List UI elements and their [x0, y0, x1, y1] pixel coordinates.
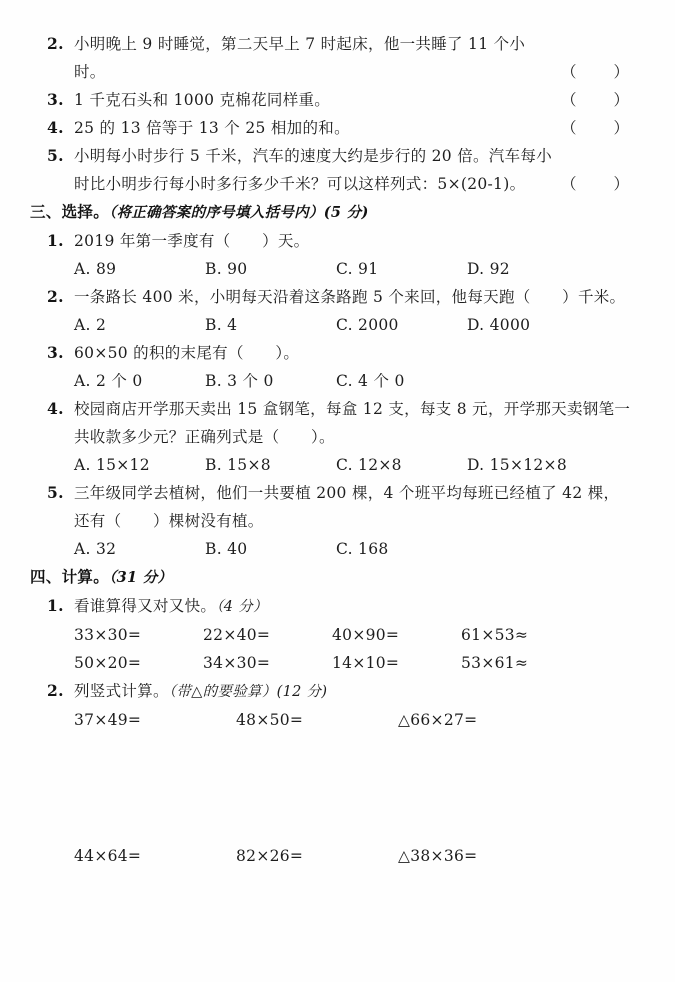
section-points: （31 分） — [109, 569, 173, 586]
item-number: 4. — [47, 118, 64, 137]
section-note: （将正确答案的序号填入括号内）(5 分) — [109, 204, 369, 221]
option-b: B. 4 — [205, 316, 238, 334]
option-b: B. 3 个 0 — [205, 372, 274, 390]
question-number: 2. — [47, 287, 64, 306]
section-title: 三、选择。 — [30, 202, 110, 221]
choice-options-2 — [74, 311, 631, 339]
question-number: 5. — [47, 483, 64, 502]
option-d: D. 92 — [467, 260, 510, 278]
oral-expression: 50×20= — [74, 654, 142, 672]
choice-question-1 — [30, 227, 631, 255]
question-text: 校园商店开学那天卖出 15 盒钢笔，每盒 12 支，每支 8 元，开学那天卖钢笔一共收款多少元？正确列式是（ ）。 — [74, 400, 631, 446]
option-b: B. 15×8 — [205, 456, 271, 474]
item-text: 1 千克石头和 1000 克棉花同样重。 — [74, 91, 331, 109]
question-number: 1. — [47, 231, 64, 250]
item-number: 3. — [47, 90, 64, 109]
oral-calc-row-1 — [74, 621, 631, 649]
written-expression: △38×36= — [398, 847, 478, 865]
truefalse-item-5 — [30, 142, 631, 198]
subsection-note: （带△的要验算）(12 分) — [168, 684, 328, 700]
option-a: A. 15×12 — [74, 456, 150, 474]
subsection-title — [74, 677, 631, 706]
subsection-number: 1. — [47, 596, 64, 615]
option-b: B. 40 — [205, 540, 248, 558]
item-text: 小明晚上 9 时睡觉，第二天早上 7 时起床，他一共睡了 11 个小时。 — [74, 35, 526, 81]
answer-bracket: （ ） — [560, 91, 631, 109]
written-expression: 44×64= — [74, 847, 142, 865]
written-expression: 82×26= — [236, 847, 304, 865]
subsection-title — [74, 592, 631, 621]
choice-options-5 — [74, 535, 631, 563]
option-d: D. 15×12×8 — [467, 456, 568, 474]
item-number: 2. — [47, 34, 64, 53]
written-expression: △66×27= — [398, 711, 478, 729]
calc-section — [30, 563, 631, 870]
oral-expression: 34×30= — [203, 654, 271, 672]
choice-question-5 — [30, 479, 631, 535]
question-text: 2019 年第一季度有（ ）天。 — [74, 232, 310, 250]
oral-expression: 61×53≈ — [461, 626, 529, 644]
oral-expression: 33×30= — [74, 626, 142, 644]
option-d: D. 4000 — [467, 316, 531, 334]
written-expression: 37×49= — [74, 711, 142, 729]
choice-options-1 — [74, 255, 631, 283]
calculation-workspace — [30, 734, 631, 842]
oral-calc-row-2 — [74, 649, 631, 677]
truefalse-item-4 — [30, 114, 631, 142]
option-a: A. 32 — [74, 540, 117, 558]
answer-bracket: （ ） — [560, 63, 631, 81]
subsection-points: （4 分） — [216, 599, 268, 615]
choice-section-heading — [30, 198, 631, 227]
answer-bracket: （ ） — [560, 175, 631, 193]
oral-expression: 14×10= — [332, 654, 400, 672]
option-b: B. 90 — [205, 260, 248, 278]
choice-question-4 — [30, 395, 631, 451]
choice-section — [30, 198, 631, 563]
choice-question-3 — [30, 339, 631, 367]
question-text: 60×50 的积的末尾有（ ）。 — [74, 344, 300, 362]
option-c: C. 91 — [336, 260, 379, 278]
truefalse-item-2 — [30, 30, 631, 86]
option-c: C. 168 — [336, 540, 389, 558]
option-a: A. 2 — [74, 316, 107, 334]
written-calc-row-2 — [74, 842, 631, 870]
truefalse-section — [30, 30, 631, 198]
written-calc-row-1 — [74, 706, 631, 734]
option-a: A. 89 — [74, 260, 117, 278]
choice-question-2 — [30, 283, 631, 311]
question-number: 3. — [47, 343, 64, 362]
question-text: 一条路长 400 米，小明每天沿着这条路跑 5 个来回，他每天跑（ ）千米。 — [74, 288, 626, 306]
section-title: 四、计算。 — [30, 567, 110, 586]
truefalse-item-3 — [30, 86, 631, 114]
subsection-title-text: 列竖式计算。 — [74, 682, 169, 700]
subsection-number: 2. — [47, 681, 64, 700]
calc-section-heading — [30, 563, 631, 592]
choice-options-3 — [74, 367, 631, 395]
oral-expression: 53×61≈ — [461, 654, 529, 672]
oral-expression: 22×40= — [203, 626, 271, 644]
option-a: A. 2 个 0 — [74, 372, 143, 390]
oral-calc-title — [30, 592, 631, 621]
answer-bracket: （ ） — [560, 119, 631, 137]
item-text: 25 的 13 倍等于 13 个 25 相加的和。 — [74, 119, 350, 137]
written-calc-title — [30, 677, 631, 706]
item-number: 5. — [47, 146, 64, 165]
choice-options-4 — [74, 451, 631, 479]
oral-expression: 40×90= — [332, 626, 400, 644]
question-number: 4. — [47, 399, 64, 418]
option-c: C. 2000 — [336, 316, 399, 334]
item-text: 小明每小时步行 5 千米，汽车的速度大约是步行的 20 倍。汽车每小时比小明步行每小时多行多少千米？可以这样列式：5×(20-1)。 — [74, 147, 552, 193]
subsection-title-text: 看谁算得又对又快。 — [74, 597, 217, 615]
question-text: 三年级同学去植树，他们一共要植 200 棵，4 个班平均每班已经植了 42 棵，还有（ ）棵树没有植。 — [74, 484, 620, 530]
option-c: C. 4 个 0 — [336, 372, 405, 390]
option-c: C. 12×8 — [336, 456, 402, 474]
written-expression: 48×50= — [236, 711, 304, 729]
